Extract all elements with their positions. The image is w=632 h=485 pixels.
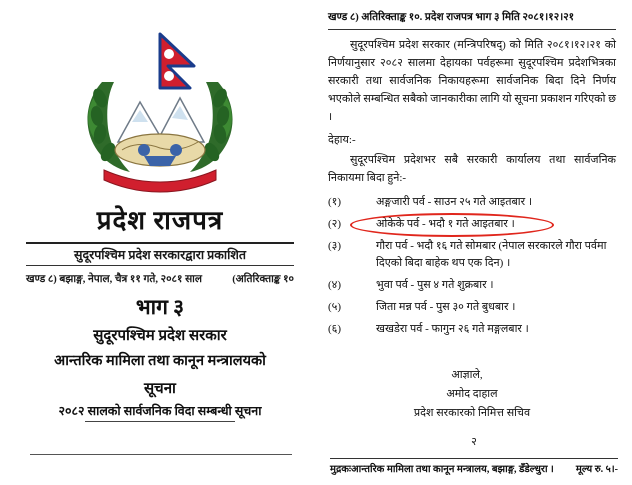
notice-paragraph-1: सुदूरपश्चिम प्रदेश सरकार (मन्त्रिपरिषद्) को मिति २०८१।१२।२१ को निर्णयानुसार २०८२ सालमा देहायका पर्वहरूमा सुदूरपश्चिम प्रदेशभित्रका सरकारी तथा सार्वजनिक निकायहरूमा सार्वजनिक बिदा दिने निर्णय भएकोले सम्बन्धित सबैको जानकारीका लागि यो सूचना प्रकाशन गरिएको छ । (328, 39, 616, 123)
order-by-label: आज्ञाले, (451, 369, 483, 382)
list-item (328, 321, 616, 338)
list-item (328, 277, 616, 294)
list-item-number: (१) (328, 196, 342, 208)
published-by-line: सुदूरपश्चिम प्रदेश सरकारद्वारा प्रकाशित (74, 248, 246, 262)
list-item-number: (५) (328, 301, 342, 314)
issue-volume-date: खण्ड ८) बझाङ्ग, नेपाल, चैत्र ११ गते, २०८१ साल (26, 274, 203, 285)
right-page (316, 0, 632, 485)
list-item (328, 238, 616, 272)
left-page-footer-rule (30, 454, 292, 455)
footer-printer-info: मुद्रकःआन्तरिक मामिला तथा कानून मन्त्रालय, बझाङ्ग, डँडेल्धुरा । (330, 463, 554, 475)
list-item-text: अङ्गजारी पर्व - साउन २५ गते आइतबार । (376, 196, 533, 208)
notice-paragraph-2: सुदूरपश्चिम प्रदेशभर सबै सरकारी कार्यालय तथा सार्वजनिक निकायमा बिदा हुने:- (328, 154, 616, 185)
signature-block (328, 366, 616, 422)
issue-info-line (26, 272, 294, 286)
notice-subject: २०८२ सालको सार्वजनिक विदा सम्बन्धी सूचना (58, 403, 262, 418)
list-item-number: (४) (328, 279, 342, 292)
page-header: खण्ड ८) अतिरिक्ताङ्क १०. प्रदेश राजपत्र भाग ३ मिति २०८१।१२।२१ (328, 10, 616, 30)
dehaya-label: देहाय:- (328, 134, 356, 147)
list-item (328, 299, 616, 316)
notice-heading: सूचना (144, 380, 176, 397)
page-number: २ (471, 435, 477, 448)
nepal-coat-of-arms-emblem (70, 24, 250, 199)
list-item-text: गौरा पर्व - भदौ १६ गते सोमबार (नेपाल सरकारले गौरा पर्वमा दिएको बिदा बाहेक थप एक दिन) । (376, 240, 607, 270)
list-item-text: भुवा पर्व - पुस ४ गते शुक्रबार । (376, 279, 494, 292)
divider-thick (26, 242, 294, 244)
holiday-list (328, 194, 616, 338)
list-item-text: खखडेरा पर्व - फागुन २६ गते मङ्गलबार । (376, 323, 529, 336)
government-name: सुदूरपश्चिम प्रदेश सरकार (93, 328, 227, 344)
list-item-number: (२) (328, 218, 342, 231)
page-footer (330, 458, 618, 478)
part-number: भाग ३ (135, 295, 185, 319)
ministry-name: आन्तरिक मामिला तथा कानून मन्त्रालयको (54, 352, 266, 369)
page-title: प्रदेश राजपत्र (96, 206, 224, 235)
list-item-number: (६) (328, 323, 342, 336)
list-item-text: ओकेके पर्व - भदौ १ गते आइतबार । (376, 218, 515, 231)
list-item-text: जिता मन्न पर्व - पुस ३० गते बुधबार । (376, 301, 516, 314)
signatory-name: अमोद दाहाल (446, 388, 498, 401)
list-item (328, 194, 616, 211)
subject-underline (85, 421, 235, 422)
divider-thin (26, 265, 294, 266)
footer-price: मूल्य रु. ५।- (575, 463, 618, 475)
list-item-number: (३) (328, 240, 342, 253)
signatory-designation: प्रदेश सरकारको निमित्त सचिव (413, 406, 531, 419)
list-item (328, 216, 616, 233)
issue-supplement-number: (अतिरिक्ताङ्क १० (232, 274, 294, 285)
